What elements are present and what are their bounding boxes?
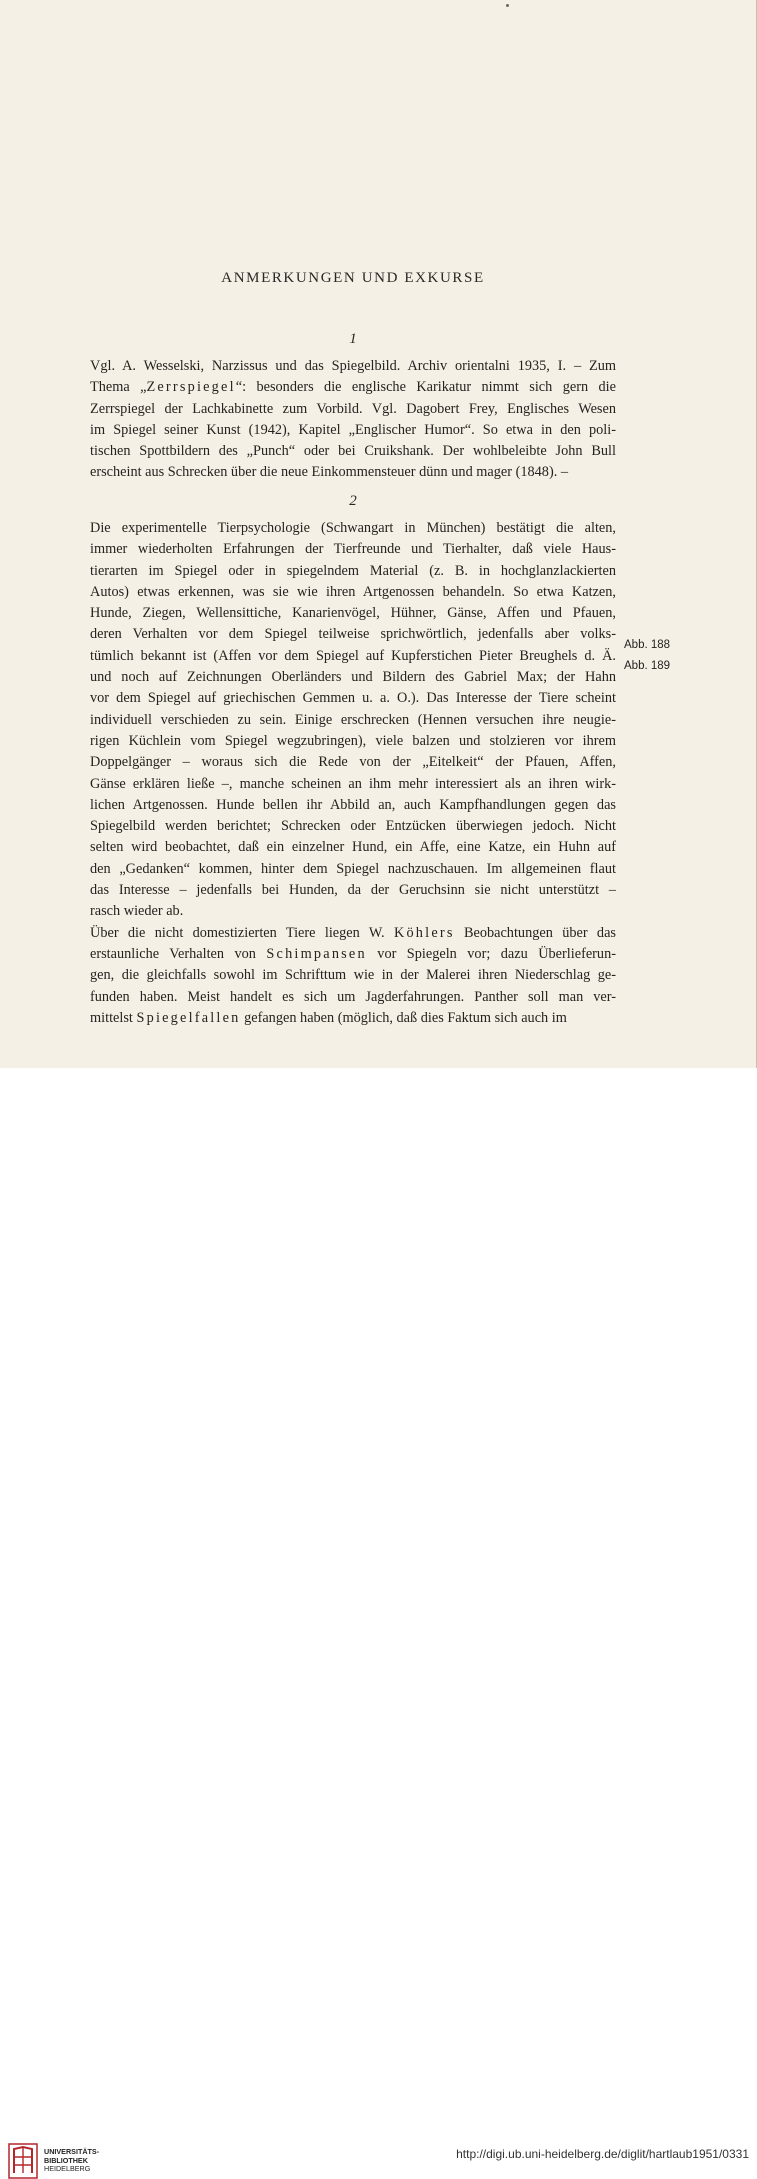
text-line: [90, 356, 616, 377]
spaced-emphasis: Köhlers: [393, 924, 455, 941]
text-run: Die experimentelle Tierpsychologie (Schwangart in München) bestätigt die alten,: [90, 520, 616, 536]
text-run: gen, die gleichfalls sowohl im Schrifttum wie in der Malerei ihren Niederschlag ge-: [90, 967, 616, 984]
note-2-paragraph: [90, 518, 616, 1029]
text-run: im Spiegel seiner Kunst (1942), Kapitel „Englischer Humor“. So etwa in den poli-: [90, 421, 616, 438]
text-line: [90, 582, 616, 603]
permalink-url[interactable]: http://digi.ub.uni-heidelberg.de/diglit/hartlaub1951/0331: [456, 2147, 749, 2161]
text-line: [90, 561, 616, 582]
text-line: [90, 399, 616, 420]
text-line: [90, 688, 616, 709]
text-line: [90, 944, 616, 965]
text-run: deren Verhalten vor dem Spiegel teilweise sprichwörtlich, jedenfalls aber volks-: [90, 626, 616, 643]
text-line: [90, 752, 616, 773]
spaced-emphasis: Zerrspiegel: [146, 379, 236, 396]
text-line: [90, 603, 616, 624]
text-run: lichen Artgenossen. Hunde bellen ihr Abbild an, auch Kampfhandlungen gegen das: [90, 796, 616, 813]
text-line: [90, 774, 616, 795]
text-line: [90, 377, 616, 398]
spaced-emphasis: Spiegelfallen: [136, 1009, 241, 1026]
text-run: Autos) etwas erkennen, was sie wie ihren Artgenossen behandeln. So etwa Katzen,: [90, 583, 616, 600]
text-run: tierarten im Spiegel oder in spiegelndem Material (z. B. in hochglanzlackierten: [90, 562, 616, 579]
text-run: Vgl. A. Wesselski, Narzissus und das Spiegelbild. Archiv orientalni 1935, I. – Zum: [90, 358, 616, 374]
text-line: [90, 837, 616, 858]
text-run: rasch wieder ab.: [90, 903, 184, 920]
text-line: [90, 646, 616, 667]
text-line: [90, 731, 616, 752]
text-line: [90, 901, 616, 922]
text-run: Doppelgänger – woraus sich die Rede von der „Eitelkeit“ der Pfauen, Affen,: [90, 754, 616, 771]
text-run: erscheint aus Schrecken über die neue Einkommensteuer dünn und mager (1848). –: [90, 464, 568, 481]
text-run: und noch auf Zeichnungen Oberländers und Bildern des Gabriel Max; der Hahn: [90, 669, 616, 686]
text-line: [90, 624, 616, 645]
text-line: [90, 441, 616, 462]
text-run: Hunde, Ziegen, Wellensittiche, Kanarienvögel, Hühner, Gänse, Affen und Pfauen,: [90, 605, 616, 622]
text-run: individuell verschieden zu sein. Einige erschrecken (Hennen versuchen ihre neugie-: [90, 711, 616, 728]
text-run: vor dem Spiegel auf griechischen Gemmen u. a. O.). Das Interesse der Tiere scheint: [90, 690, 616, 707]
text-run: Spiegelbild werden berichtet; Schrecken oder Entzücken überwiegen jedoch. Nicht: [90, 818, 616, 835]
text-line: [90, 710, 616, 731]
text-line: [90, 880, 616, 901]
text-line: [90, 816, 616, 837]
text-line: [90, 965, 616, 986]
text-line: [90, 462, 616, 483]
text-run: Beobachtungen über das: [454, 924, 616, 941]
logo-line: BIBLIOTHEK: [44, 2155, 88, 2165]
text-run: Gänse erklären ließe –, manche scheinen an ihm mehr interessiert als an ihren wirk-: [90, 775, 616, 792]
logo-line: UNIVERSITÄTS-: [44, 2147, 100, 2156]
text-run: den „Gedanken“ kommen, hinter dem Spiegel nachzuschauen. Im allgemeinen flaut: [90, 860, 616, 877]
text-run: erstaunliche Verhalten von: [90, 945, 267, 962]
text-run: immer wiederholten Erfahrungen der Tierfreunde und Tierhalter, daß viele Haus-: [90, 541, 616, 558]
text-run: Zerrspiegel der Lachkabinette zum Vorbild. Vgl. Dagobert Frey, Englisches Wesen: [90, 400, 616, 417]
logo-line: HEIDELBERG: [44, 2164, 91, 2174]
text-run: das Interesse – jedenfalls bei Hunden, da der Geruchsinn sie nicht unterstützt –: [90, 882, 616, 899]
margin-figure-ref-188: Abb. 188: [624, 639, 671, 651]
text-line: [90, 1008, 616, 1029]
library-logo-text: [44, 2148, 99, 2174]
page-speck: [506, 4, 509, 7]
text-line: [90, 923, 616, 944]
text-line: [90, 539, 616, 560]
text-line: [90, 518, 616, 539]
text-line: [90, 667, 616, 688]
text-run: vor Spiegeln vor; dazu Überlieferun-: [366, 945, 616, 962]
text-run: Über die nicht domestizierten Tiere liegen W.: [90, 924, 394, 941]
text-run: rigen Küchlein vom Spiegel wegzubringen), viele balzen und stolzieren vor ihrem: [90, 732, 616, 749]
text-line: [90, 795, 616, 816]
book-page: [0, 0, 757, 1068]
text-run: “: besonders die englische Karikatur nimmt sich gern die: [235, 379, 616, 396]
text-line: [90, 859, 616, 880]
footer-bar: [0, 1068, 757, 2174]
text-run: selten wird beobachtet, daß ein einzelner Hund, ein Affe, eine Katze, ein Huhn auf: [90, 839, 616, 856]
text-line: [90, 987, 616, 1008]
section-heading: ANMERKUNGEN UND EXKURSE: [221, 270, 485, 286]
note-1-paragraph: [90, 356, 616, 484]
text-run: tischen Spottbildern des „Punch“ oder bei Cruikshank. Der wohlbeleibte John Bull: [90, 443, 616, 460]
library-logo-icon: [8, 2143, 38, 2179]
text-run: tümlich bekannt ist (Affen vor dem Spiegel auf Kupferstichen Pieter Breughels d. Ä.: [90, 647, 616, 664]
note-number-2: 2: [349, 493, 357, 509]
note-number-1: 1: [349, 331, 357, 347]
spaced-emphasis: Schimpansen: [266, 945, 367, 962]
text-run: gefangen haben (möglich, daß dies Faktum sich auch im: [240, 1009, 567, 1026]
text-run: Thema „: [90, 379, 147, 396]
text-line: [90, 420, 616, 441]
text-run: funden haben. Meist handelt es sich um Jagderfahrungen. Panther soll man ver-: [90, 988, 616, 1005]
text-run: mittelst: [90, 1009, 137, 1026]
margin-figure-ref-189: Abb. 189: [624, 660, 671, 672]
